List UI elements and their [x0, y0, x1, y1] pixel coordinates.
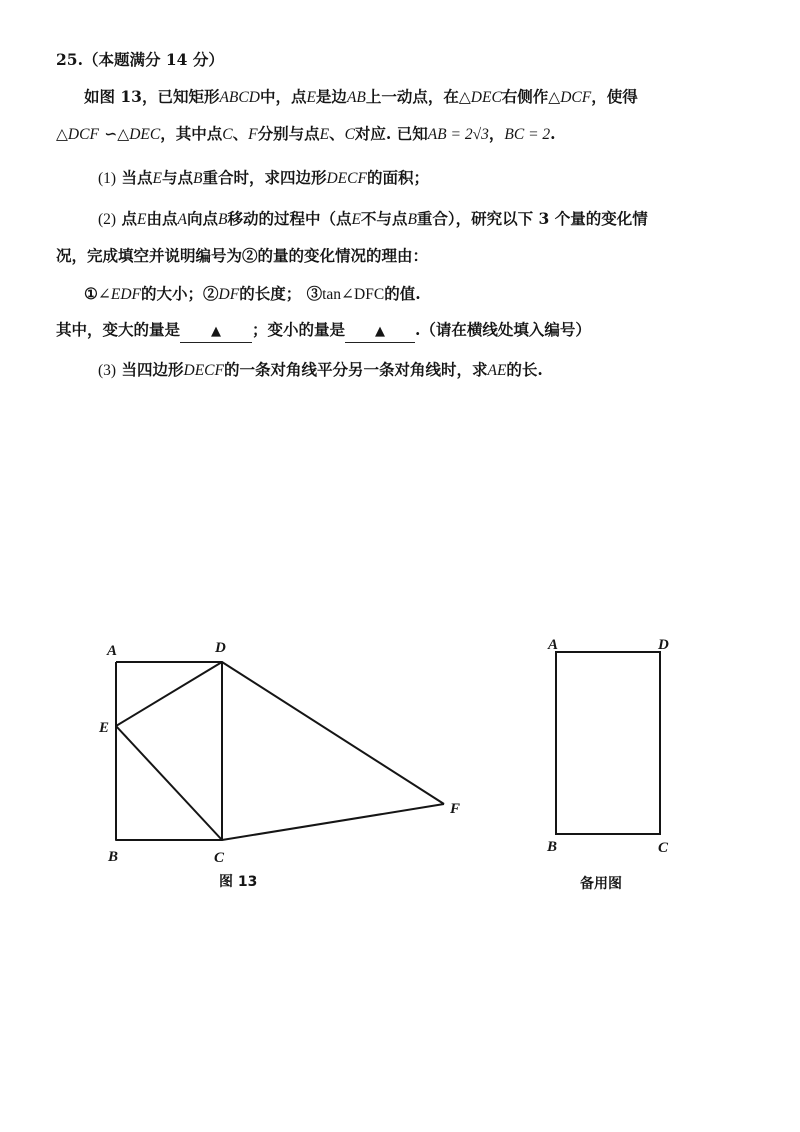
- backup-label-C: C: [658, 840, 669, 856]
- question-2-line-2: [56, 246, 428, 266]
- intro-text: .: [550, 124, 556, 143]
- segment-DF: [222, 662, 444, 804]
- backup-label-D: D: [658, 637, 669, 653]
- math-DECF: DECF: [326, 170, 367, 187]
- math-E: E: [351, 211, 361, 228]
- question-text: 不与点: [360, 209, 408, 228]
- question-text: 的长.: [506, 360, 543, 379]
- label-D: D: [215, 640, 226, 656]
- intro-text: 对应. 已知: [354, 124, 428, 143]
- answer-blank-increasing[interactable]: ▲: [180, 322, 252, 343]
- score-note: （本题满分 14 分）: [82, 50, 224, 69]
- math-DCF: DCF: [67, 126, 99, 143]
- math-DCF: DCF: [560, 89, 592, 106]
- intro-line-2: [56, 124, 556, 145]
- question-text: 的一条对角线平分另一条对角线时，求: [223, 360, 488, 379]
- question-1: [98, 168, 429, 189]
- math-AB-equation: AB = 2√3: [427, 126, 489, 143]
- fill-text: .（请在横线处填入编号）: [415, 320, 591, 339]
- figure-13: [0, 400, 800, 1120]
- rectangle-ABCD: [116, 662, 222, 840]
- math-angle-EDF: ∠EDF: [97, 286, 142, 303]
- question-text: 当四边形: [121, 360, 184, 379]
- question-text: 况，完成填空并说明编号为②的量的变化情况的理由：: [56, 246, 429, 265]
- math-E: E: [137, 211, 147, 228]
- math-ABCD: ABCD: [219, 89, 260, 106]
- label-C: C: [214, 850, 225, 866]
- item-text: 的长度； ③: [239, 284, 323, 303]
- question-text: 当点: [121, 168, 153, 187]
- intro-text: 右侧作△: [501, 87, 561, 106]
- math-E: E: [152, 170, 162, 187]
- intro-text: 是边: [315, 87, 347, 106]
- similar-symbol: ∽△: [98, 124, 130, 143]
- fill-in-line: [56, 320, 591, 343]
- quantity-items: [84, 284, 421, 305]
- intro-line-1: [84, 87, 638, 108]
- math-DF: DF: [218, 286, 240, 303]
- label-A: A: [107, 643, 118, 659]
- intro-text: 、: [232, 124, 249, 143]
- intro-text: 、: [329, 124, 345, 143]
- question-text: 重合时，求四边形: [202, 168, 327, 187]
- item-marker: ①: [84, 284, 98, 303]
- segment-EC: [116, 726, 222, 840]
- item-text: 的大小；②: [141, 284, 219, 303]
- question-number: (1): [98, 170, 117, 187]
- figure-13-lines: [116, 662, 444, 840]
- math-E: E: [306, 89, 316, 106]
- intro-text: 如图 13，已知矩形: [84, 87, 220, 106]
- label-B: B: [108, 849, 119, 865]
- question-text: 点: [121, 209, 137, 228]
- math-B: B: [217, 211, 228, 228]
- math-AB: AB: [346, 89, 366, 106]
- intro-text: △: [56, 124, 68, 143]
- backup-rectangle-ABCD: [556, 652, 660, 834]
- backup-figure-caption: 备用图: [580, 876, 622, 892]
- question-3: [98, 360, 543, 381]
- label-E: E: [99, 720, 110, 736]
- math-A: A: [177, 211, 187, 228]
- backup-label-B: B: [547, 839, 558, 855]
- math-B: B: [192, 170, 203, 187]
- segment-ED: [116, 662, 222, 726]
- math-DEC: DEC: [129, 126, 161, 143]
- math-C: C: [344, 126, 355, 143]
- intro-text: ，其中点: [160, 124, 223, 143]
- intro-text: 分别与点: [257, 124, 320, 143]
- figure-13-caption: 图 13: [219, 874, 258, 890]
- fill-text: 其中，变大的量是: [56, 320, 181, 339]
- question-text: 的面积；: [366, 168, 429, 187]
- problem-number: 25.: [56, 50, 83, 69]
- answer-blank-decreasing[interactable]: ▲: [345, 322, 415, 343]
- math-DEC: DEC: [470, 89, 502, 106]
- question-text: 向点: [186, 209, 218, 228]
- question-2-line-1: [98, 209, 648, 230]
- fill-text: ；变小的量是: [252, 320, 346, 339]
- label-F: F: [450, 801, 461, 817]
- intro-text: 上一动点，在△: [365, 87, 471, 106]
- question-number: (3): [98, 362, 117, 379]
- item-text: 的值.: [384, 284, 421, 303]
- question-text: 由点: [146, 209, 178, 228]
- math-AE: AE: [487, 362, 507, 379]
- segment-CF: [222, 804, 444, 840]
- question-text: 移动的过程中（点: [227, 209, 352, 228]
- question-text: 重合），研究以下 3 个量的变化情: [416, 209, 648, 228]
- math-F: F: [248, 126, 258, 143]
- backup-label-A: A: [548, 637, 559, 653]
- math-B: B: [407, 211, 417, 228]
- math-BC-equation: BC = 2: [504, 126, 551, 143]
- math-DECF: DECF: [183, 362, 224, 379]
- problem-header: [56, 50, 224, 70]
- math-C: C: [222, 126, 233, 143]
- intro-text: ，使得: [591, 87, 638, 106]
- intro-text: ，: [488, 124, 505, 143]
- question-text: 与点: [161, 168, 193, 187]
- intro-text: 中，点: [259, 87, 307, 106]
- question-number: (2): [98, 211, 117, 228]
- math-E: E: [319, 126, 330, 143]
- math-tan-DFC: tan∠DFC: [322, 286, 385, 303]
